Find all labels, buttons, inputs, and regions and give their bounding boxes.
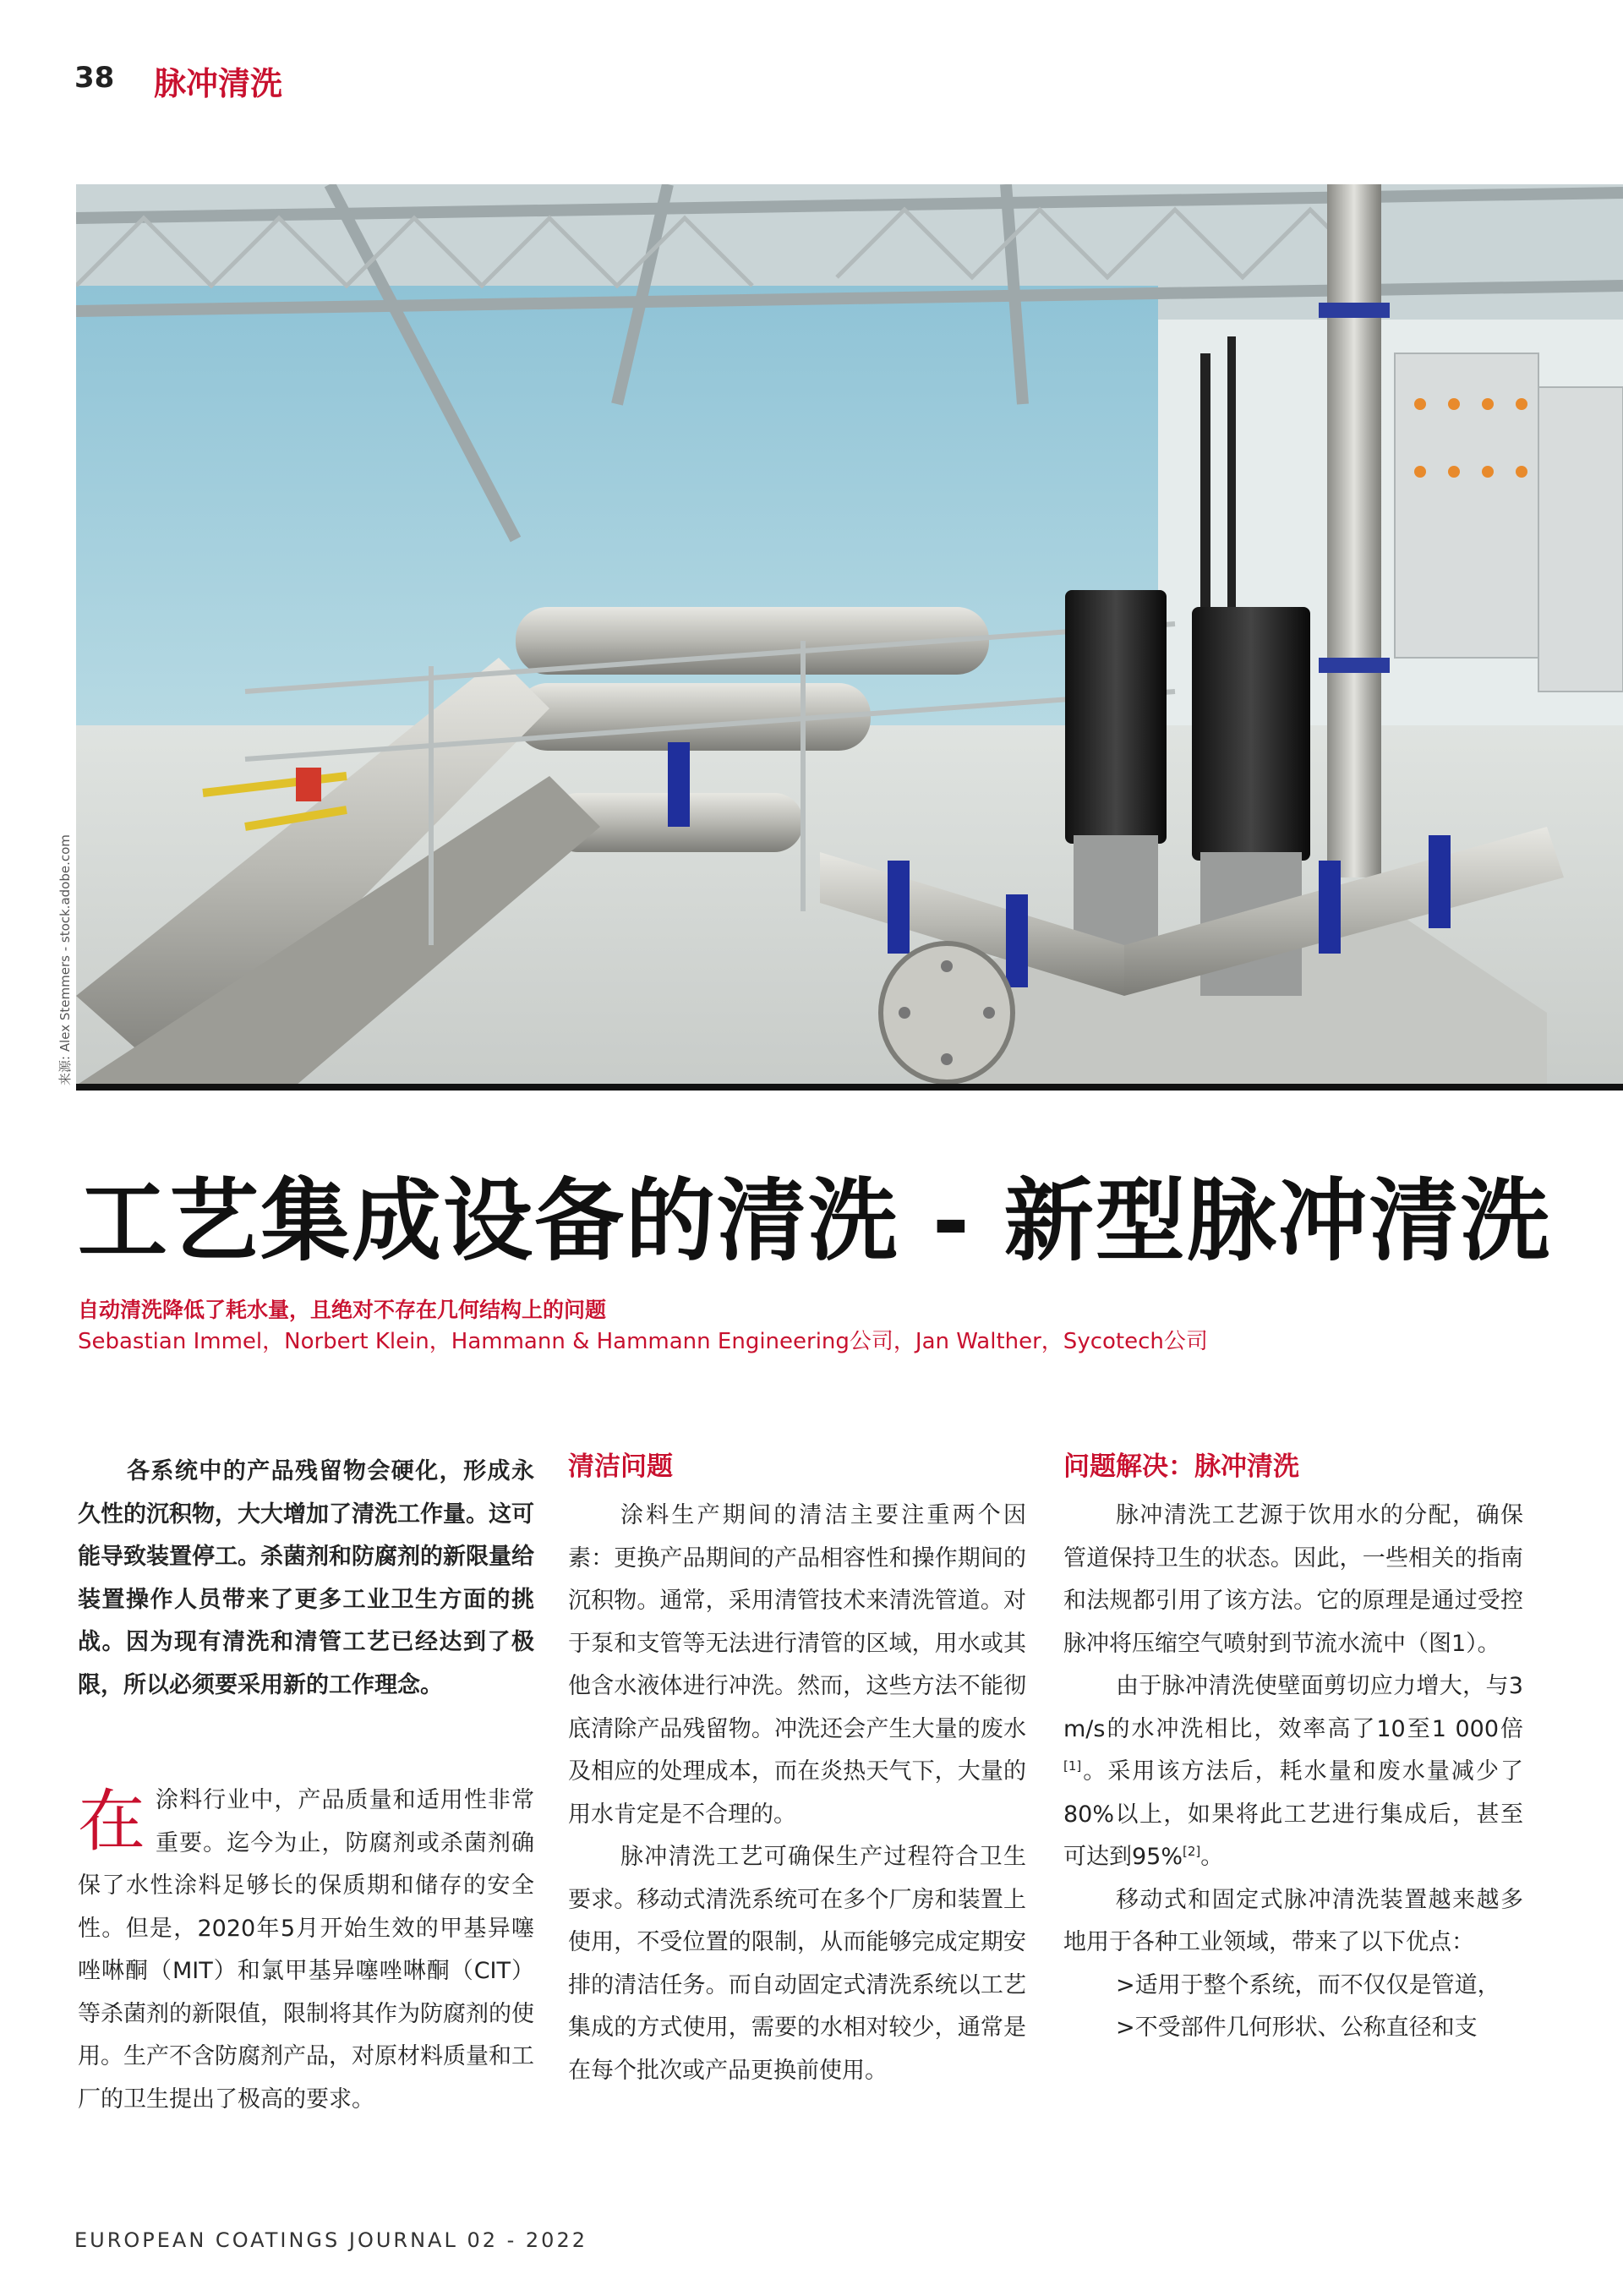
photo-bottom-rule <box>76 1084 1623 1091</box>
article-headline: 工艺集成设备的清洗 - 新型脉冲清洗 <box>78 1169 1552 1273</box>
body-text: 。采用该方法后，耗水量和废水量减少了80%以上，如果将此工艺进行集成后，甚至可达到95% <box>1063 1758 1523 1870</box>
hero-photo <box>76 184 1623 1085</box>
journal-footer: EUROPEAN COATINGS JOURNAL 02 - 2022 <box>74 2228 587 2252</box>
body-paragraph: 涂料生产期间的清洁主要注重两个因素：更换产品期间的产品相容性和操作期间的沉积物。通常，采用清管技术来清洗管道。对于泵和支管等无法进行清管的区域，用水或其他含水液体进行冲洗。然而，这些方法不能彻底清除产品残留物。冲洗还会产生大量的废水及相应的处理成本，而在炎热天气下，大量的用水肯定是不合理的。 <box>568 1502 1026 1828</box>
column-1 <box>78 1451 534 2121</box>
column-2 <box>568 1447 1026 2092</box>
photo-credit: 来源: Alex Stemmers - stock.adobe.com <box>57 834 73 1085</box>
body-text: 由于脉冲清洗使壁面剪切应力增大，与3 m/s的水冲洗相比，效率高了10至1 000倍 <box>1063 1673 1523 1742</box>
citation-ref: [2] <box>1183 1844 1201 1859</box>
citation-ref: [1] <box>1063 1758 1082 1774</box>
body-paragraph: 脉冲清洗工艺可确保生产过程符合卫生要求。移动式清洗系统可在多个厂房和装置上使用，不受位置的限制，从而能够完成定期安排的清洁任务。而自动固定式清洗系统以工艺集成的方式使用，需要的水相对较少，通常是在每个批次或产品更换前使用。 <box>568 1844 1026 2084</box>
body-paragraph: 移动式和固定式脉冲清洗装置越来越多地用于各种工业领域，带来了以下优点： <box>1063 1886 1523 1955</box>
section-title-cleaning-problem: 清洁问题 <box>568 1451 673 1482</box>
body-paragraph <box>1063 1665 1523 1879</box>
lead-paragraph: 各系统中的产品残留物会硬化，形成永久性的沉积物，大大增加了清洗工作量。这可能导致装置停工。杀菌剂和防腐剂的新限量给装置操作人员带来了更多工业卫生方面的挑战。因为现有清洗和清管工艺已经达到了极限，所以必须要采用新的工作理念。 <box>78 1458 534 1698</box>
bullet-item: >不受部件几何形状、公称直径和支 <box>1116 2014 1478 2041</box>
body-text: 。 <box>1200 1844 1224 1870</box>
article-subtitle: 自动清洗降低了耗水量，且绝对不存在几何结构上的问题 <box>78 1298 607 1322</box>
section-label: 脉冲清洗 <box>154 65 283 102</box>
drop-cap: 在 <box>78 1782 145 1861</box>
column-3 <box>1063 1447 1523 2050</box>
section-title-solution: 问题解决：脉冲清洗 <box>1063 1451 1299 1482</box>
article-authors: Sebastian Immel，Norbert Klein，Hammann & Hammann Engineering公司，Jan Walther，Sycotech公司 <box>78 1329 1208 1354</box>
pump-station-illustration <box>76 184 1623 1085</box>
bullet-item: >适用于整个系统，而不仅仅是管道， <box>1116 1971 1500 1998</box>
page-number: 38 <box>74 61 115 95</box>
intro-paragraph <box>78 1779 534 2121</box>
body-paragraph: 脉冲清洗工艺源于饮用水的分配，确保管道保持卫生的状态。因此，一些相关的指南和法规都引用了该方法。它的原理是通过受控脉冲将压缩空气喷射到节流水流中（图1）。 <box>1063 1502 1523 1657</box>
intro-text: 涂料行业中，产品质量和适用性非常重要。迄今为止，防腐剂或杀菌剂确保了水性涂料足够长的保质期和储存的安全性。但是，2020年5月开始生效的甲基异噻唑啉酮（MIT）和氯甲基异噻唑啉酮（CIT）等杀菌剂的新限值，限制将其作为防腐剂的使用。生产不含防腐剂产品，对原材料质量和工厂的卫生提出了极高的要求。 <box>78 1787 534 2113</box>
